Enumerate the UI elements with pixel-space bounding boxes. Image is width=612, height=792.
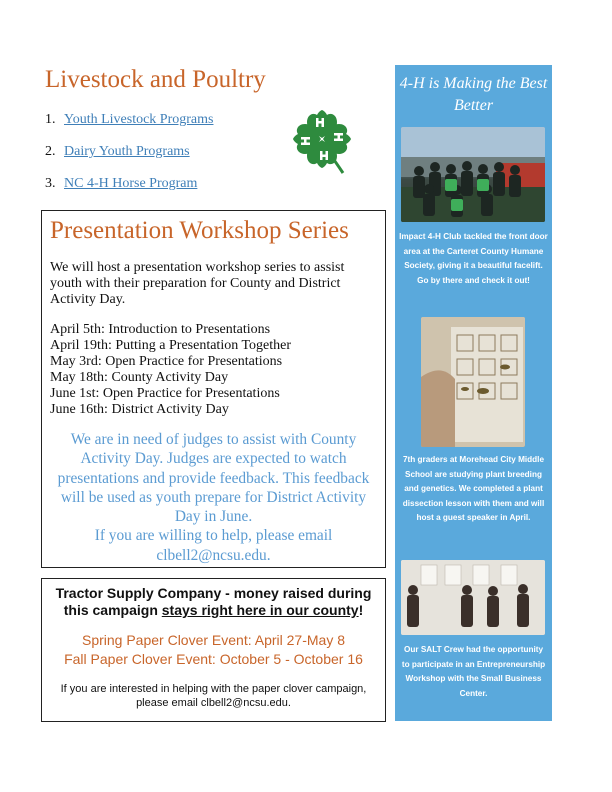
link-item [45, 144, 213, 176]
link-nc-horse[interactable]: NC 4-H Horse Program [64, 176, 198, 191]
link-number: 1. [45, 112, 56, 127]
link-number: 3. [45, 176, 56, 191]
link-item [45, 112, 213, 144]
news-sidebar [395, 65, 552, 721]
workshop-schedule [50, 322, 377, 418]
salt-crew-photo-image [401, 560, 545, 635]
clover-help-text: If you are interested in helping with the paper clover campaign, please email clbell2@ncsu.edu. [60, 683, 367, 709]
link-number: 2. [45, 144, 56, 159]
caption-plant-dissection: 7th graders at Morehead City Middle School are studying plant breeding and genetics. We completed a plant dissection lesson with them and will host a guest speaker in April. [402, 455, 545, 523]
clover-events [52, 631, 375, 669]
schedule-item: April 19th: Putting a Presentation Together [50, 338, 292, 353]
group-photo-image [401, 127, 545, 222]
link-item [45, 176, 213, 208]
clover-event: Spring Paper Clover Event: April 27-May 8 [81, 632, 345, 648]
sidebar-title: 4-H is Making the Best Better [399, 75, 548, 114]
link-youth-livestock[interactable]: Youth Livestock Programs [64, 112, 214, 127]
photo-plant-dissection [421, 317, 525, 447]
workshop-title: Presentation Workshop Series [50, 217, 349, 244]
schedule-item: June 16th: District Activity Day [50, 402, 229, 417]
caption-humane-society: Impact 4-H Club tackled the front door area at the Carteret County Humane Society, giving it a beautiful facelift. Go by there and check it out! [399, 232, 548, 285]
page-title: Livestock and Poultry [45, 66, 266, 93]
schedule-item: May 18th: County Activity Day [50, 370, 229, 385]
workshop-intro: We will host a presentation workshop series to assist youth with their preparation for County and District Activity Day. [50, 260, 345, 307]
photo-salt-crew [401, 560, 545, 635]
tractor-supply-box [41, 578, 386, 722]
caption-salt-crew: Our SALT Crew had the opportunity to participate in an Entrepreneurship Workshop with the Small Business Center. [401, 645, 546, 698]
judges-email-text: If you are willing to help, please email clbell2@ncsu.edu. [94, 527, 333, 564]
schedule-item: May 3rd: Open Practice for Presentations [50, 354, 283, 369]
tractor-heading-underlined: stays right here in our county [161, 602, 359, 618]
program-links [45, 112, 213, 208]
schedule-item: June 1st: Open Practice for Presentations [50, 386, 280, 401]
tractor-heading-end: ! [358, 602, 364, 618]
link-dairy-youth[interactable]: Dairy Youth Programs [64, 144, 190, 159]
judges-text: We are in need of judges to assist with County Activity Day. Judges are expected to watch presentations and provide feedback. This feedback will be used as youth prepare for District Activity Day in June. [57, 431, 370, 526]
judges-request [50, 430, 377, 565]
presentation-workshop-box [41, 210, 386, 568]
clover-event: Fall Paper Clover Event: October 5 - October 16 [64, 651, 363, 667]
photo-humane-society [401, 127, 545, 222]
tractor-supply-heading [52, 585, 375, 619]
dissection-photo-image [421, 317, 525, 447]
schedule-item: April 5th: Introduction to Presentations [50, 322, 271, 337]
4h-clover-icon [285, 103, 359, 177]
tractor-heading-start: Tractor Supply Company - money raised during this campaign [55, 585, 372, 618]
